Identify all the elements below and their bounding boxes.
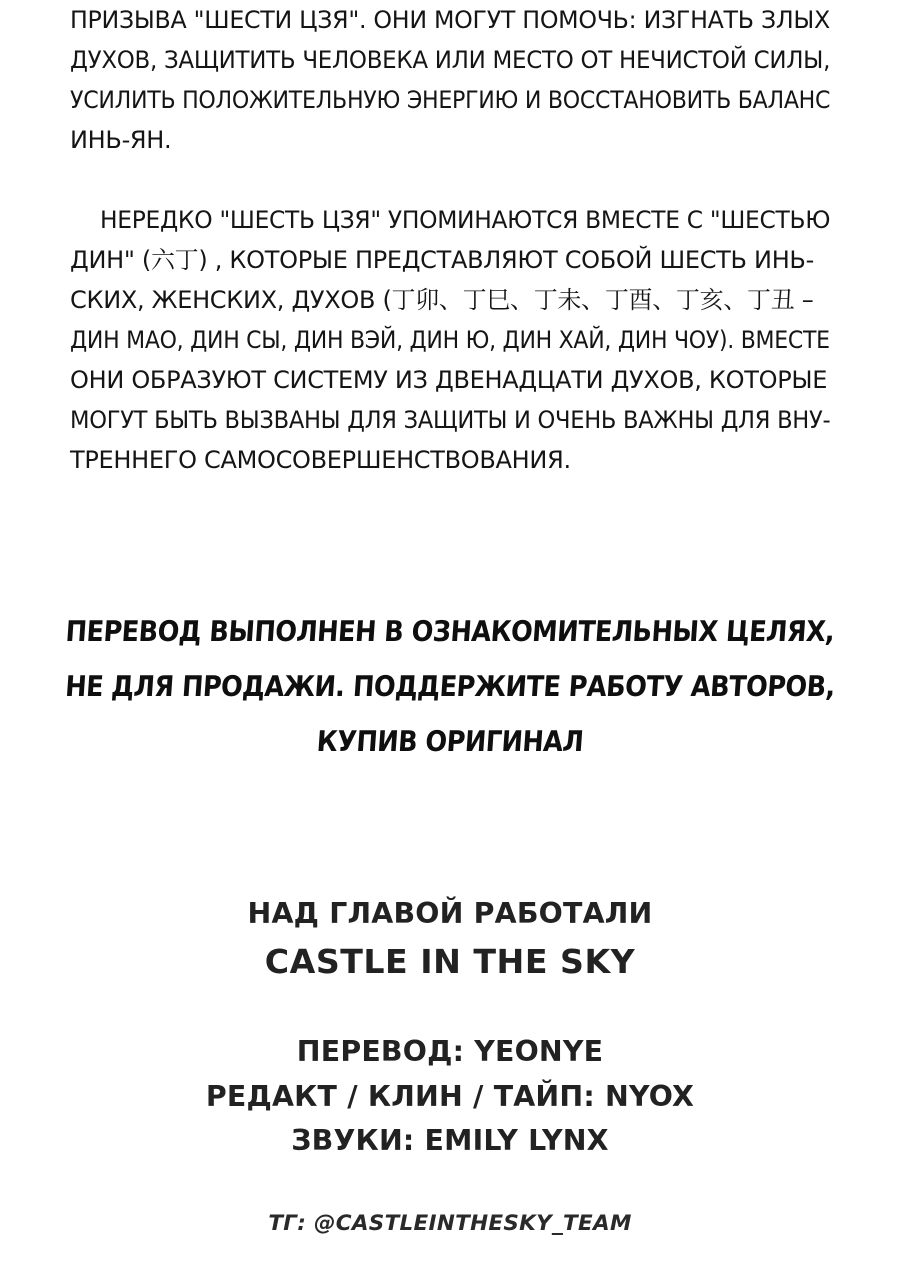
credit-translation: ПЕРЕВОД: YEONYE bbox=[296, 1035, 604, 1068]
credits-heading: НАД ГЛАВОЙ РАБОТАЛИ bbox=[247, 897, 653, 930]
paragraph-2-line: СКИХ, ЖЕНСКИХ, ДУХОВ (丁卯、丁巳、丁未、丁酉、丁亥、丁丑 – bbox=[70, 286, 814, 314]
notice-line: ПЕРЕВОД ВЫПОЛНЕН В ОЗНАКОМИТЕЛЬНЫХ ЦЕЛЯХ, bbox=[64, 615, 836, 648]
paragraph-2-line: ОНИ ОБРАЗУЮТ СИСТЕМУ ИЗ ДВЕНАДЦАТИ ДУХОВ, КОТОРЫЕ bbox=[70, 366, 828, 394]
credit-editing: РЕДАКТ / КЛИН / ТАЙП: NYOX bbox=[205, 1080, 695, 1113]
paragraph-1-line: ИНЬ-ЯН. bbox=[70, 126, 172, 154]
paragraph-2-line: ДИН МАО, ДИН СЫ, ДИН ВЭЙ, ДИН Ю, ДИН ХАЙ, ДИН ЧОУ). ВМЕСТЕ bbox=[70, 326, 830, 354]
notice-line: НЕ ДЛЯ ПРОДАЖИ. ПОДДЕРЖИТЕ РАБОТУ АВТОРОВ, bbox=[64, 670, 836, 703]
credit-sounds: ЗВУКИ: EMILY LYNX bbox=[291, 1124, 609, 1157]
paragraph-1-line: УСИЛИТЬ ПОЛОЖИТЕЛЬНУЮ ЭНЕРГИЮ И ВОССТАНОВИТЬ БАЛАНС bbox=[70, 86, 831, 114]
telegram-handle: ТГ: @CASTLEINTHESKY_TEAM bbox=[268, 1211, 632, 1236]
paragraph-2-line: НЕРЕДКО "ШЕСТЬ ЦЗЯ" УПОМИНАЮТСЯ ВМЕСТЕ С "ШЕСТЬЮ bbox=[100, 206, 831, 234]
paragraph-1-line: ПРИЗЫВА "ШЕСТИ ЦЗЯ". ОНИ МОГУТ ПОМОЧЬ: ИЗГНАТЬ ЗЛЫХ bbox=[70, 6, 830, 34]
team-name: CASTLE IN THE SKY bbox=[264, 942, 636, 981]
paragraph-2-line: МОГУТ БЫТЬ ВЫЗВАНЫ ДЛЯ ЗАЩИТЫ И ОЧЕНЬ ВАЖНЫ ДЛЯ ВНУ- bbox=[70, 406, 831, 434]
notice-line: КУПИВ ОРИГИНАЛ bbox=[315, 725, 585, 758]
paragraph-2-line: ДИН" (六丁) , КОТОРЫЕ ПРЕДСТАВЛЯЮТ СОБОЙ ШЕСТЬ ИНЬ- bbox=[70, 246, 814, 274]
paragraph-2-line: ТРЕННЕГО САМОСОВЕРШЕНСТВОВАНИЯ. bbox=[70, 446, 571, 474]
paragraph-1-line: ДУХОВ, ЗАЩИТИТЬ ЧЕЛОВЕКА ИЛИ МЕСТО ОТ НЕЧИСТОЙ СИЛЫ, bbox=[70, 46, 831, 74]
